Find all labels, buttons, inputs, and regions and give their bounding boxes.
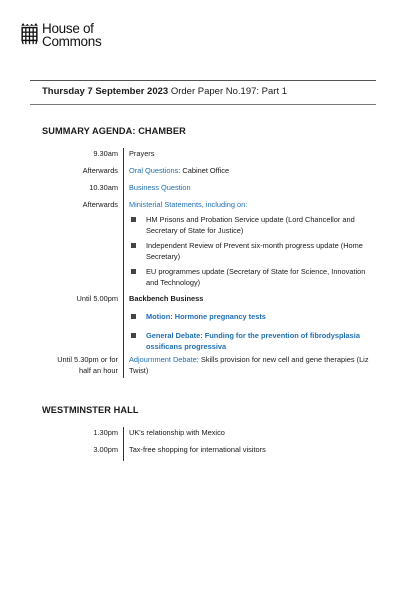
agenda-time: 9.30am <box>42 148 124 165</box>
list-item <box>129 304 372 322</box>
chamber-heading: SUMMARY AGENDA: CHAMBER <box>42 126 186 136</box>
agenda-item: UK's relationship with Mexico <box>129 428 225 437</box>
logo-line-2: Commons <box>42 34 102 49</box>
agenda-item: Tax-free shopping for international visitors <box>129 445 266 454</box>
header-top-rule <box>30 80 376 81</box>
agenda-row-oral-questions <box>42 165 372 182</box>
agenda-row-adjournment: Until 5.30pm or for half an hour Adjournment Debate: Skills provision for new cell and gene therapies (Liz Twist) <box>42 352 372 376</box>
agenda-row <box>42 444 372 461</box>
motion-link[interactable]: Motion: Hormone pregnancy tests <box>146 312 266 321</box>
order-paper-number: Order Paper No.197: Part 1 <box>170 86 288 97</box>
agenda-row <box>42 427 372 444</box>
ministerial-statements-link[interactable]: Ministerial Statements, including on: <box>129 200 248 209</box>
square-bullet-icon <box>131 243 136 248</box>
list-item: HM Prisons and Probation Service update (Lord Chancellor and Secretary of State for Justice) <box>129 210 372 236</box>
house-of-commons-logo <box>20 22 101 48</box>
agenda-item: Oral Questions: Cabinet Office <box>129 166 230 175</box>
adjournment-debate-link[interactable]: Adjournment Debate <box>129 355 197 364</box>
westminster-hall-heading: WESTMINSTER HALL <box>42 405 139 415</box>
square-bullet-icon <box>131 333 136 338</box>
order-paper-header <box>42 86 287 97</box>
agenda-time: Until 5.00pm <box>42 290 124 355</box>
square-bullet-icon <box>131 314 136 319</box>
agenda-time: Afterwards <box>42 165 124 182</box>
business-question-link[interactable]: Business Question <box>129 183 191 192</box>
oral-questions-link[interactable]: Oral Questions <box>129 166 179 175</box>
agenda-time: 10.30am <box>42 182 124 199</box>
square-bullet-icon <box>131 217 136 222</box>
logo-line-1: House of <box>42 21 94 36</box>
agenda-row-ministerial-statements <box>42 199 372 290</box>
list-item: EU programmes update (Secretary of State for Science, Innovation and Technology) <box>129 262 372 288</box>
list-item: Independent Review of Prevent six-month progress update (Home Secretary) <box>129 236 372 262</box>
agenda-time: 3.00pm <box>42 444 124 461</box>
square-bullet-icon <box>131 269 136 274</box>
header-bottom-rule <box>30 104 376 105</box>
agenda-time: Afterwards <box>42 199 124 290</box>
agenda-row-business-question <box>42 182 372 199</box>
agenda-time: 1.30pm <box>42 427 124 444</box>
order-paper-date: Thursday 7 September 2023 <box>42 86 169 97</box>
backbench-business-label: Backbench Business <box>129 294 204 303</box>
agenda-time: Until 5.30pm or for half an hour <box>42 352 124 378</box>
agenda-row-backbench-business <box>42 290 372 352</box>
general-debate-link[interactable]: General Debate: Funding for the prevention of fibrodysplasia ossificans progressiva <box>146 331 360 351</box>
chamber-agenda <box>42 148 372 376</box>
portcullis-icon <box>20 23 39 45</box>
list-item <box>129 322 372 352</box>
westminster-hall-agenda <box>42 427 372 461</box>
agenda-item: Prayers <box>129 149 155 158</box>
agenda-row-prayers <box>42 148 372 165</box>
